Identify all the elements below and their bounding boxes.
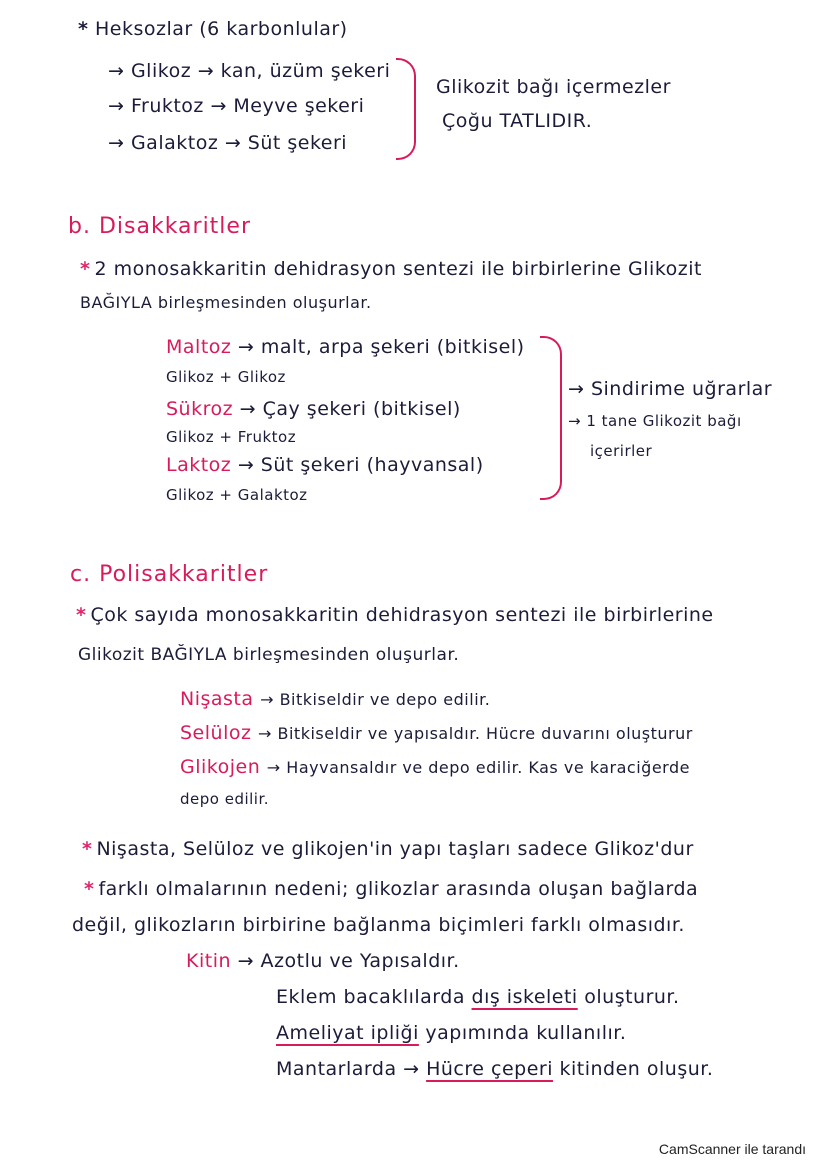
polysaccharides-intro-2: Glikozit BAĞIYLA birleşmesinden oluşurlar. (78, 645, 460, 665)
brace-hexoses (396, 58, 416, 160)
polysaccharide-nisasta: Nişasta → Bitkiseldir ve depo edilir. (180, 688, 491, 710)
disaccharide-note-3: içerirler (590, 442, 653, 460)
kitin-line-2: Eklem bacaklılarda dış iskeleti oluşturur. (276, 986, 680, 1008)
polysaccharide-note-2: * farklı olmalarının nedeni; glikozlar arasında oluşan bağlarda (84, 878, 699, 900)
polysaccharides-intro-1: * Çok sayıda monosakkaritin dehidrasyon sentezi ile birbirlerine (76, 604, 714, 626)
hexoses-title: * Heksozlar (6 karbonlular) (78, 18, 348, 40)
laktoz-components: Glikoz + Galaktoz (166, 486, 308, 504)
kitin-line-1: Kitin → Azotlu ve Yapısaldır. (186, 950, 460, 972)
brace-disaccharides (540, 336, 562, 500)
polysaccharide-seluloz: Selüloz → Bitkiseldir ve yapısaldır. Hücre duvarını oluşturur (180, 722, 693, 744)
polysaccharide-note-3: değil, glikozların birbirine bağlanma biçimleri farklı olmasıdır. (72, 914, 685, 936)
sukroz-components: Glikoz + Fruktoz (166, 428, 297, 446)
hexose-glucose: → Glikoz → kan, üzüm şekeri (108, 60, 391, 82)
disaccharides-intro-1: * 2 monosakkaritin dehidrasyon sentezi ile birbirlerine Glikozit (80, 258, 702, 280)
hexose-note-1: Glikozit bağı içermezler (436, 76, 671, 98)
kitin-line-3: Ameliyat ipliği yapımında kullanılır. (276, 1022, 627, 1044)
hexose-galactose: → Galaktoz → Süt şekeri (108, 132, 348, 154)
disaccharide-note-2: → 1 tane Glikozit bağı (568, 412, 742, 430)
disaccharide-note-1: → Sindirime uğrarlar (568, 378, 773, 400)
disaccharide-laktoz: Laktoz → Süt şekeri (hayvansal) (166, 454, 484, 476)
kitin-line-4: Mantarlarda → Hücre çeperi kitinden oluşur. (276, 1058, 714, 1080)
disaccharide-maltoz: Maltoz → malt, arpa şekeri (bitkisel) (166, 336, 525, 358)
glikojen-continued: depo edilir. (180, 790, 270, 808)
polysaccharide-note-1: * Nişasta, Selüloz ve glikojen'in yapı taşları sadece Glikoz'dur (82, 838, 694, 860)
hexose-fructose: → Fruktoz → Meyve şekeri (108, 95, 365, 117)
maltoz-components: Glikoz + Glikoz (166, 368, 286, 386)
section-heading-polysaccharides: c. Polisakkaritler (70, 562, 269, 587)
scanner-watermark: CamScanner ile tarandı (658, 1141, 806, 1157)
section-heading-disaccharides: b. Disakkaritler (68, 214, 251, 239)
hexose-note-2: Çoğu TATLIDIR. (442, 110, 593, 132)
disaccharides-intro-2: BAĞIYLA birleşmesinden oluşurlar. (80, 293, 372, 312)
polysaccharide-glikojen: Glikojen → Hayvansaldır ve depo edilir. Kas ve karaciğerde (180, 756, 690, 778)
disaccharide-sukroz: Sükroz → Çay şekeri (bitkisel) (166, 398, 461, 420)
